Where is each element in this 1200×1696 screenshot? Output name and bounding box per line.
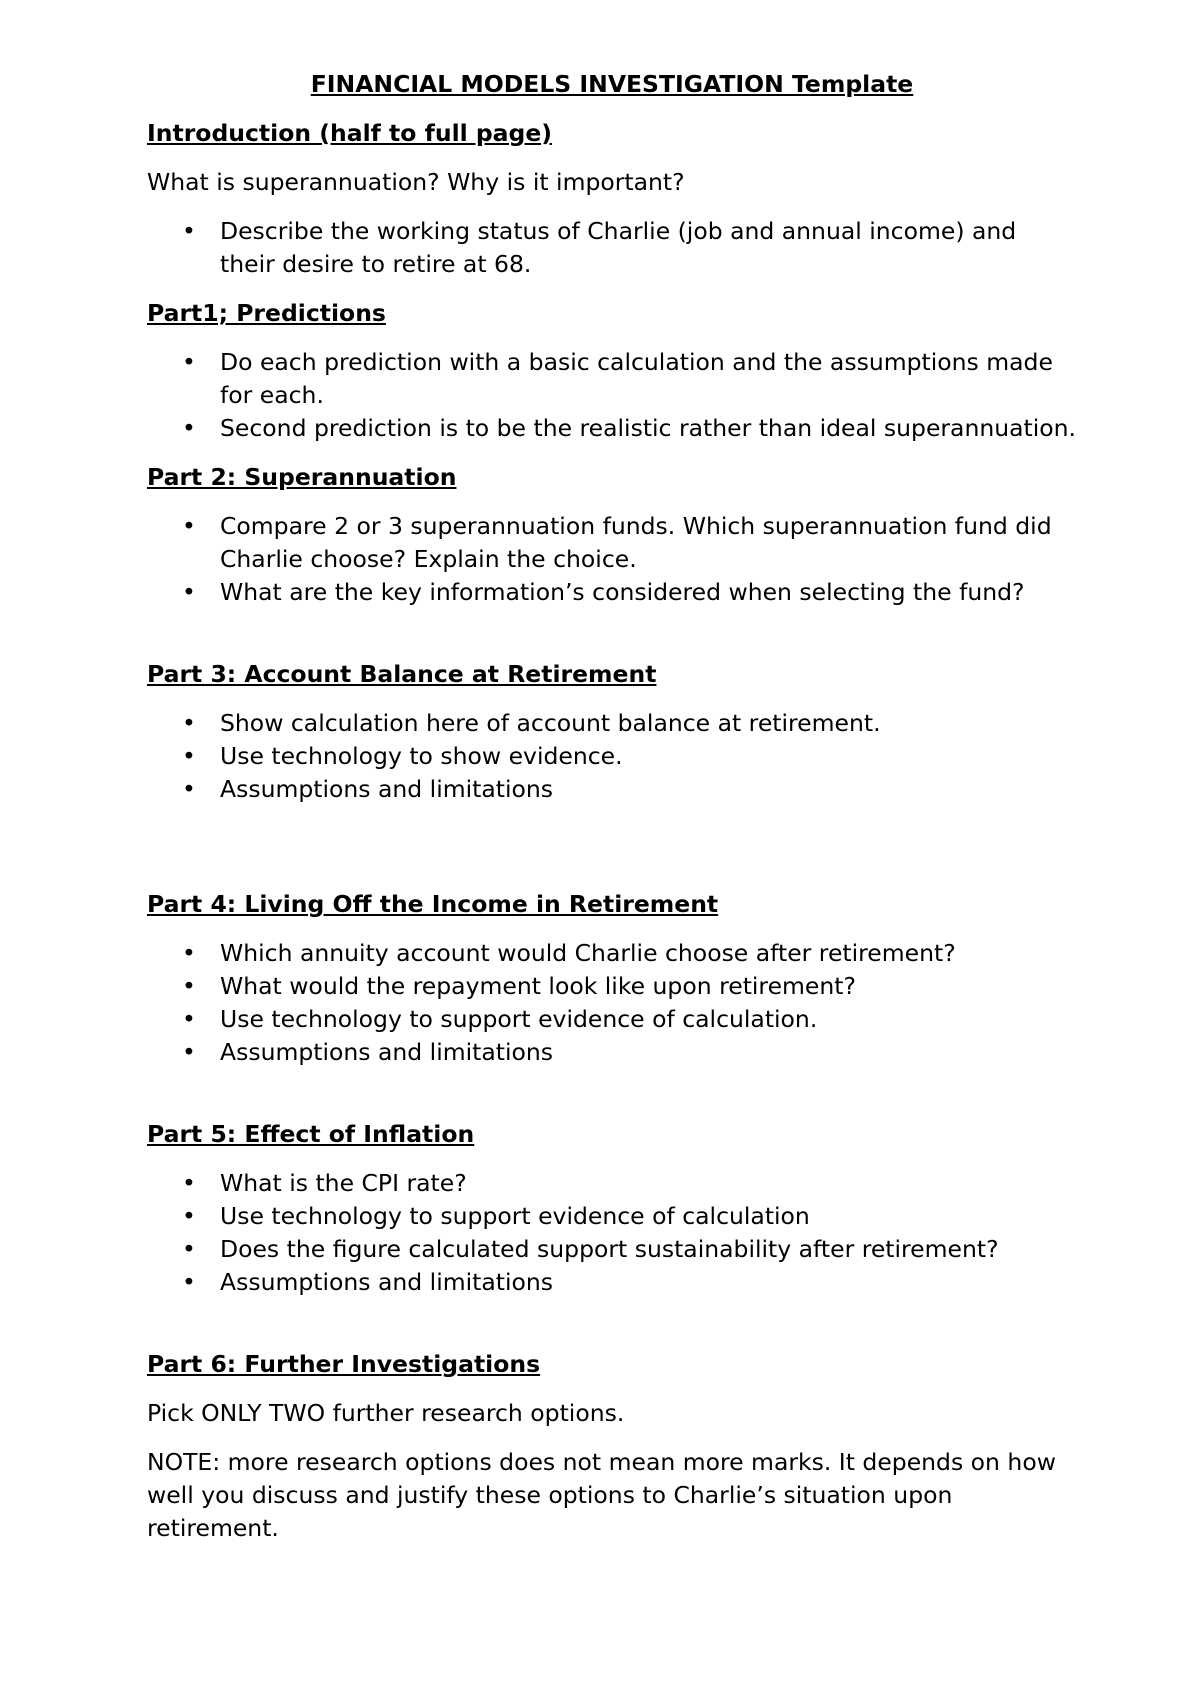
list-item-text: Do each prediction with a basic calculation and the assumptions made for each. — [220, 348, 1053, 409]
bullet-icon: • — [182, 578, 196, 606]
spacer — [147, 1315, 1077, 1348]
list-item-text: What are the key information’s considered when selecting the fund? — [220, 578, 1025, 606]
list-item-text: Show calculation here of account balance at retirement. — [220, 709, 881, 737]
list-item — [147, 773, 1077, 806]
bullet-icon: • — [182, 1005, 196, 1033]
list-item — [147, 346, 1077, 412]
list-item — [147, 1233, 1077, 1266]
list-item — [147, 740, 1077, 773]
bullet-icon: • — [182, 217, 196, 245]
list-item-text: Describe the working status of Charlie (job and annual income) and their desire to retire at 68. — [220, 217, 1017, 278]
spacer — [147, 625, 1077, 658]
document-page — [147, 68, 1077, 1561]
list-item-text: Assumptions and limitations — [220, 775, 554, 803]
heading-part2: Part 2: Superannuation — [147, 463, 457, 491]
list-item-text: Second prediction is to be the realistic rather than ideal superannuation. — [220, 414, 1077, 442]
list-item — [147, 576, 1077, 609]
list-item — [147, 707, 1077, 740]
bullet-icon: • — [182, 348, 196, 376]
part1-bullet-list — [147, 346, 1077, 445]
list-item — [147, 1200, 1077, 1233]
list-item-text: Use technology to support evidence of calculation — [220, 1202, 810, 1230]
list-item-text: Use technology to show evidence. — [220, 742, 623, 770]
bullet-icon: • — [182, 775, 196, 803]
bullet-icon: • — [182, 972, 196, 1000]
list-item — [147, 510, 1077, 576]
intro-question: What is superannuation? Why is it important? — [147, 168, 685, 196]
part2-bullet-list — [147, 510, 1077, 609]
bullet-icon: • — [182, 709, 196, 737]
list-item-text: What would the repayment look like upon retirement? — [220, 972, 856, 1000]
heading-part3: Part 3: Account Balance at Retirement — [147, 660, 657, 688]
spacer — [147, 1085, 1077, 1118]
bullet-icon: • — [182, 742, 196, 770]
list-item-text: Use technology to support evidence of calculation. — [220, 1005, 818, 1033]
part3-bullet-list — [147, 707, 1077, 806]
heading-part6: Part 6: Further Investigations — [147, 1350, 541, 1378]
list-item-text: Compare 2 or 3 superannuation funds. Which superannuation fund did Charlie choose? Explain the choice. — [220, 512, 1052, 573]
list-item-text: Assumptions and limitations — [220, 1268, 554, 1296]
intro-bullet-list — [147, 215, 1077, 281]
heading-part1: Part1; Predictions — [147, 299, 386, 327]
bullet-icon: • — [182, 939, 196, 967]
bullet-icon: • — [182, 512, 196, 540]
list-item — [147, 215, 1077, 281]
list-item-text: Does the figure calculated support sustainability after retirement? — [220, 1235, 999, 1263]
spacer — [147, 822, 1077, 888]
bullet-icon: • — [182, 414, 196, 442]
list-item — [147, 412, 1077, 445]
part6-paragraph-2: NOTE: more research options does not mean more marks. It depends on how well you discuss and justify these options to Charlie’s situation upon retirement. — [147, 1448, 1056, 1542]
bullet-icon: • — [182, 1235, 196, 1263]
part6-paragraph-1: Pick ONLY TWO further research options. — [147, 1399, 625, 1427]
list-item — [147, 970, 1077, 1003]
part5-bullet-list — [147, 1167, 1077, 1299]
list-item-text: What is the CPI rate? — [220, 1169, 467, 1197]
bullet-icon: • — [182, 1202, 196, 1230]
bullet-icon: • — [182, 1038, 196, 1066]
list-item-text: Assumptions and limitations — [220, 1038, 554, 1066]
bullet-icon: • — [182, 1169, 196, 1197]
part4-bullet-list — [147, 937, 1077, 1069]
list-item-text: Which annuity account would Charlie choose after retirement? — [220, 939, 956, 967]
list-item — [147, 937, 1077, 970]
heading-part4: Part 4: Living Off the Income in Retirement — [147, 890, 719, 918]
heading-part5: Part 5: Effect of Inflation — [147, 1120, 475, 1148]
list-item — [147, 1036, 1077, 1069]
bullet-icon: • — [182, 1268, 196, 1296]
list-item — [147, 1167, 1077, 1200]
heading-introduction: Introduction (half to full page) — [147, 119, 553, 147]
list-item — [147, 1003, 1077, 1036]
document-title: FINANCIAL MODELS INVESTIGATION Template — [310, 70, 914, 98]
list-item — [147, 1266, 1077, 1299]
